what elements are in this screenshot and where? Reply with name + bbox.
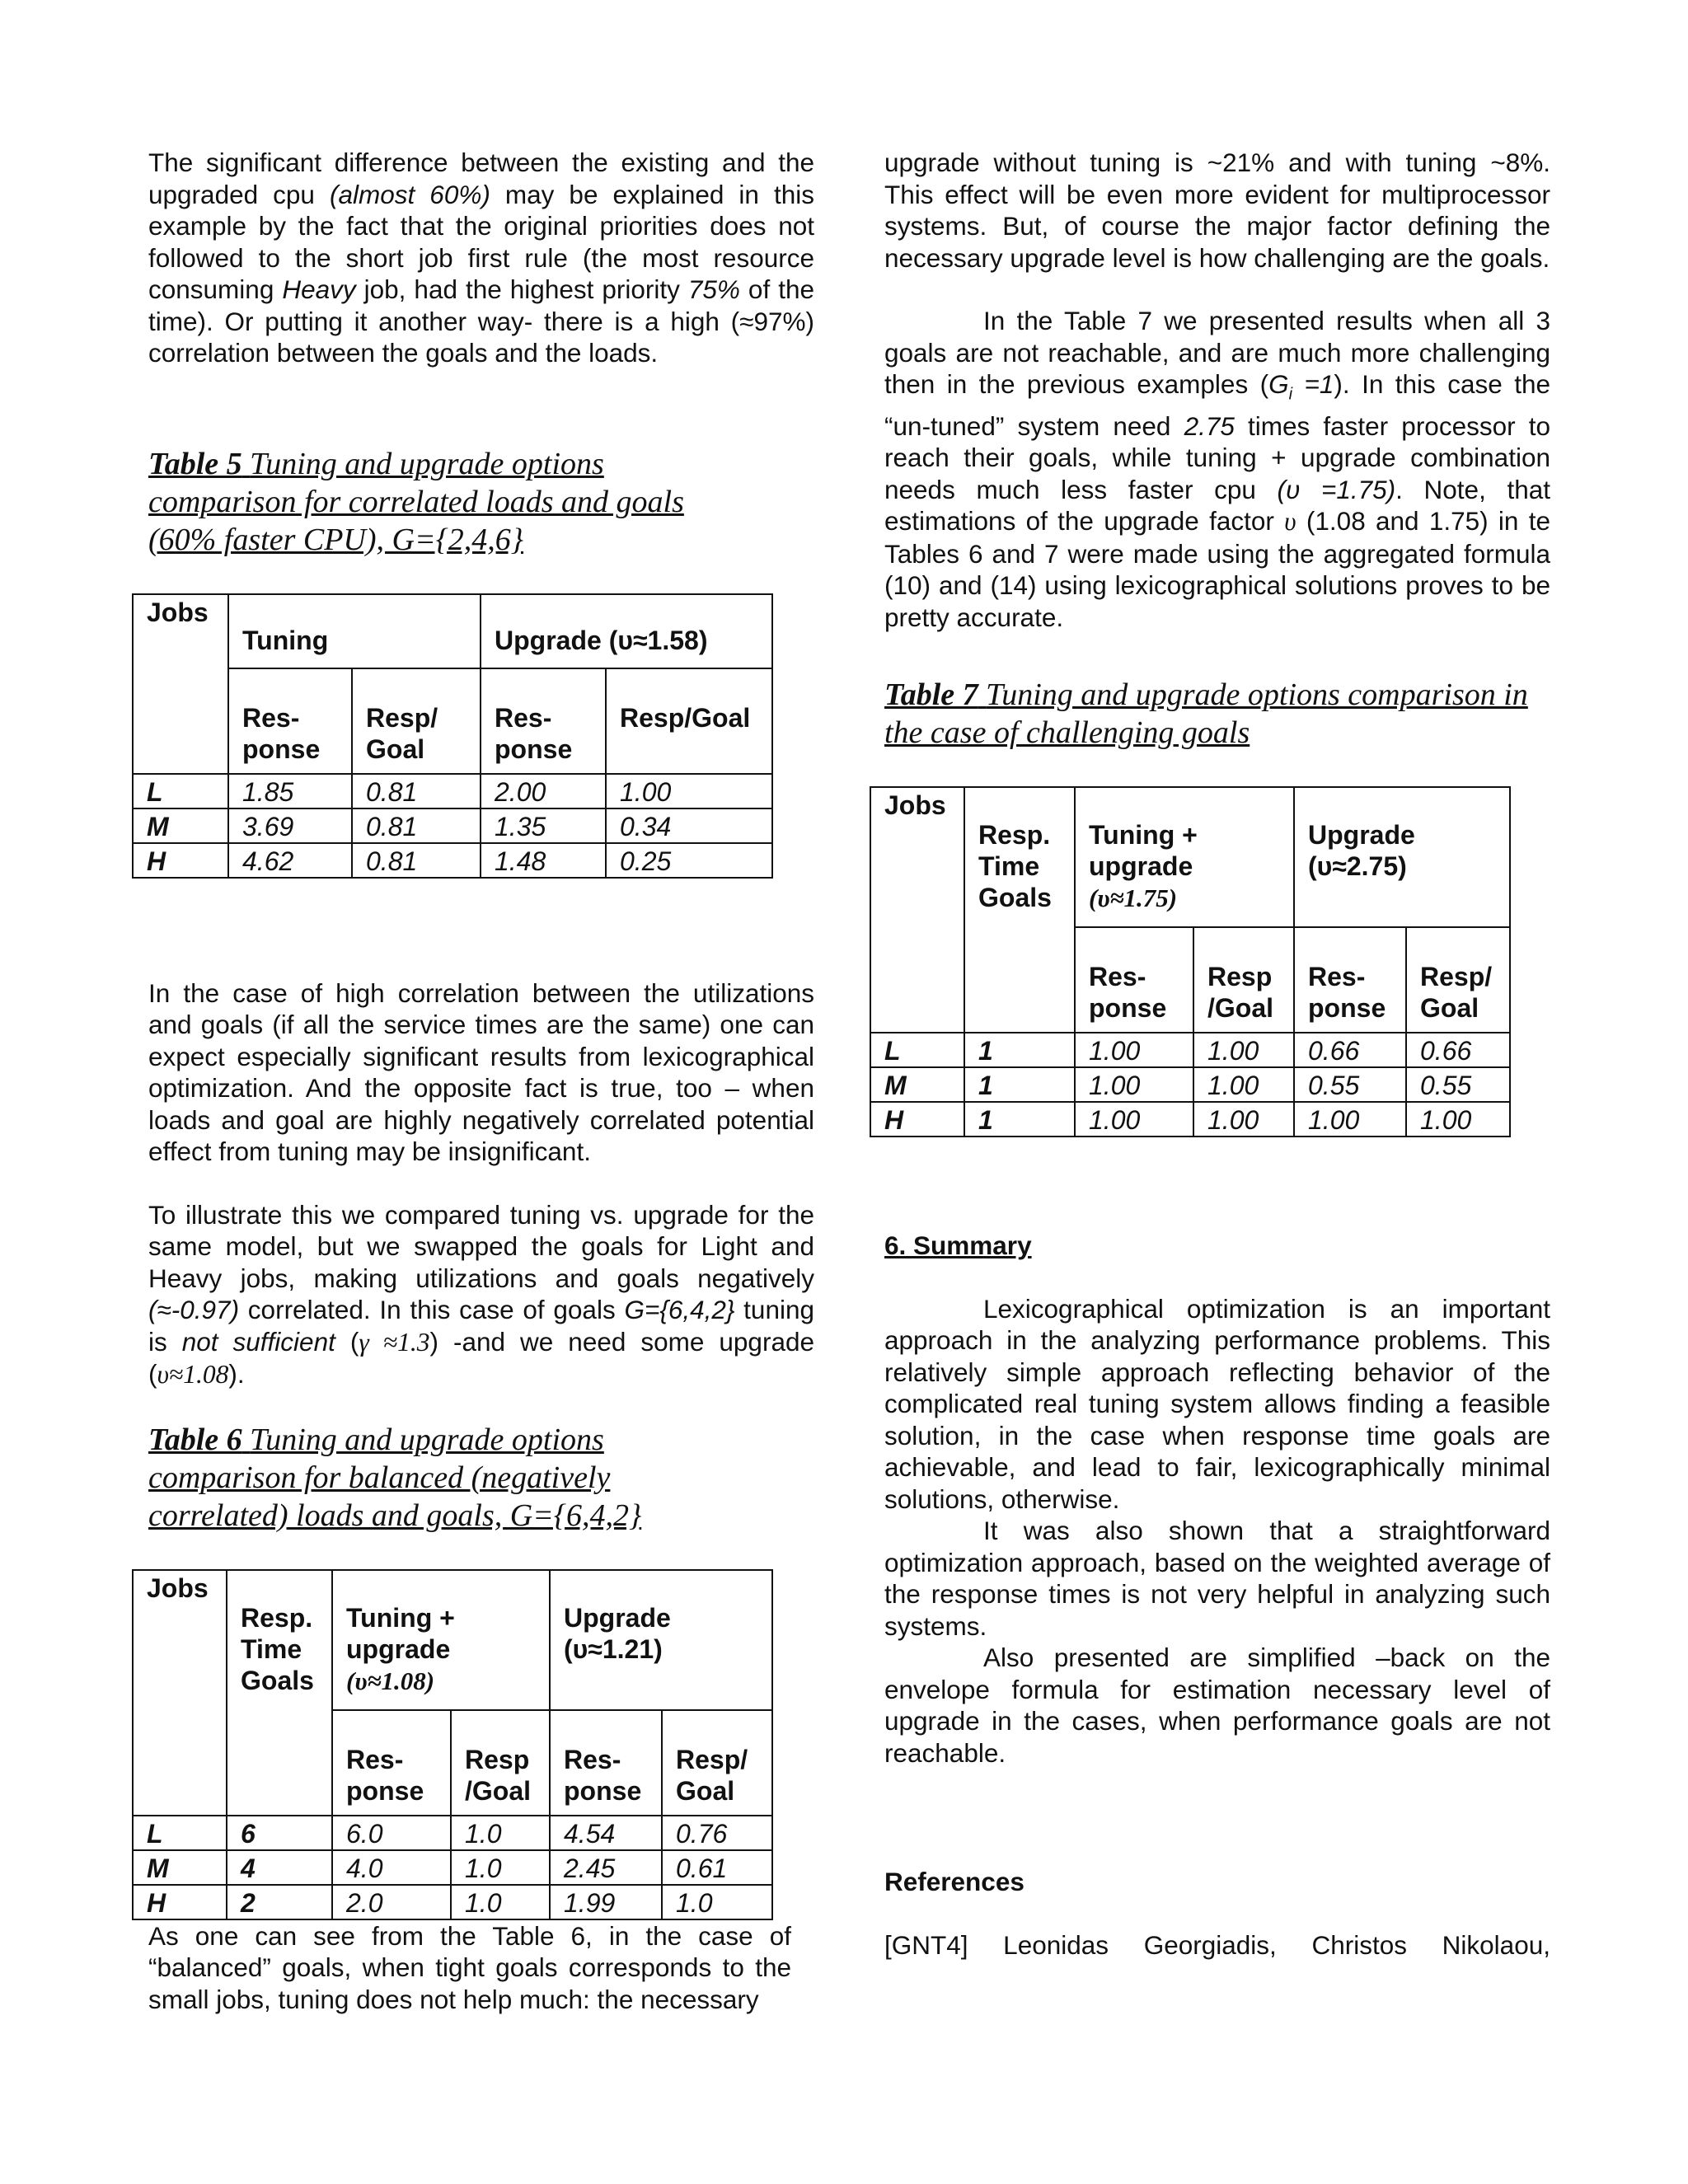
right-column: [884, 147, 1550, 1961]
table-cell: 4: [227, 1850, 332, 1885]
table-row: [133, 808, 772, 843]
table-header: Upgrade (υ≈1.21): [550, 1570, 772, 1710]
table-header: Res-ponse: [550, 1710, 662, 1816]
table-cell: 0.61: [662, 1850, 772, 1885]
paragraph: As one can see from the Table 6, in the case of “balanced” goals, when tight goals corresponds to the small jobs, tuning does not help much: the necessary: [148, 1920, 791, 2014]
table-cell: 1.00: [1406, 1102, 1510, 1137]
section-heading: References: [884, 1867, 1025, 1897]
table-cell: 1.00: [1193, 1102, 1294, 1137]
reference-item: [GNT4] Leonidas Georgiadis, Christos Nikolaou,: [884, 1929, 1550, 1960]
table-header: Jobs: [133, 1570, 227, 1816]
table-cell: 0.55: [1294, 1067, 1406, 1102]
table-cell: 1.00: [1075, 1067, 1193, 1102]
table-cell: L: [133, 774, 228, 808]
table-cell: M: [133, 1850, 227, 1885]
table-7: [870, 786, 1511, 1137]
table-cell: 0.81: [352, 808, 481, 843]
table-7-caption: Table 7 Tuning and upgrade options comparison in the case of challenging goals: [884, 677, 1528, 751]
table-cell: 1.00: [1193, 1067, 1294, 1102]
paragraph: Lexicographical optimization is an important approach in the analyzing performance problems. This relatively simple approach reflecting behavior of the complicated real tuning system allows finding a feasible solution, in the case when response time goals are achievable, and lead to fair, lexicographically minimal solutions, otherwise.: [884, 1293, 1550, 1514]
table-cell: 1.00: [1075, 1033, 1193, 1067]
paragraph: To illustrate this we compared tuning vs. upgrade for the same model, but we swapped the goals for Light and Heavy jobs, making utilizations and goals negatively (≈-0.97) correlated. In this case of goals G={6,4,2} tuning is not sufficient (γ ≈1.3) -and we need some upgrade (υ≈1.08).: [148, 1199, 814, 1389]
table-row: [133, 1816, 772, 1850]
table-cell: 0.81: [352, 843, 481, 878]
table-row: [870, 1102, 1510, 1137]
table-cell: 1.0: [451, 1885, 550, 1919]
table-cell: 2: [227, 1885, 332, 1919]
table-cell: 1.0: [451, 1850, 550, 1885]
table-cell: 2.0: [332, 1885, 451, 1919]
table-5: [132, 593, 773, 879]
table-header: Resp /Goal: [1193, 927, 1294, 1033]
table-header: Jobs: [133, 594, 228, 774]
table-cell: M: [870, 1067, 964, 1102]
table-cell: H: [870, 1102, 964, 1137]
paragraph: In the case of high correlation between the utilizations and goals (if all the service times are the same) one can expect especially significant results from lexicographical optimization. And the opposite fact is true, too – when loads and goal are highly negatively correlated potential effect from tuning may be insignificant.: [148, 977, 814, 1166]
table-row: [133, 1850, 772, 1885]
table-cell: L: [870, 1033, 964, 1067]
table-cell: 0.34: [606, 808, 772, 843]
table-cell: 1.00: [1294, 1102, 1406, 1137]
table-header: Tuning: [228, 594, 481, 668]
table-cell: 1: [964, 1033, 1075, 1067]
table-cell: H: [133, 843, 228, 878]
table-cell: 6.0: [332, 1816, 451, 1850]
table-cell: 1.99: [550, 1885, 662, 1919]
table-cell: 1.00: [1193, 1033, 1294, 1067]
table-cell: 0.81: [352, 774, 481, 808]
table-row: [133, 1885, 772, 1919]
table-cell: 2.00: [481, 774, 606, 808]
paragraph: Also presented are simplified –back on the envelope formula for estimation necessary level of upgrade in the cases, when performance goals are not reachable.: [884, 1643, 1550, 1768]
table-cell: L: [133, 1816, 227, 1850]
table-cell: 0.76: [662, 1816, 772, 1850]
table-cell: 1.85: [228, 774, 352, 808]
table-header: Res-ponse: [481, 668, 606, 774]
paragraph: It was also shown that a straightforward optimization approach, based on the weighted average of the response times is not very helpful in analyzing such systems.: [884, 1516, 1550, 1641]
table-header: Res-ponse: [1075, 927, 1193, 1033]
table-header: Resp/ Goal: [662, 1710, 772, 1816]
table-cell: 1.00: [606, 774, 772, 808]
table-cell: 1.48: [481, 843, 606, 878]
table-cell: 1.0: [662, 1885, 772, 1919]
table-cell: 1.35: [481, 808, 606, 843]
table-header: Tuning + upgrade (υ≈1.08): [332, 1570, 550, 1710]
table-header: Resp. Time Goals: [227, 1570, 332, 1816]
table-header: Resp. Time Goals: [964, 787, 1075, 1033]
table-cell: 0.25: [606, 843, 772, 878]
table-6-caption: Table 6 Tuning and upgrade options comparison for balanced (negatively correlated) loads and goals, G={6,4,2}: [148, 1422, 642, 1533]
table-6: [132, 1569, 773, 1920]
table-cell: 4.62: [228, 843, 352, 878]
table-cell: 0.66: [1406, 1033, 1510, 1067]
table-row: [870, 1067, 1510, 1102]
table-header: Res-ponse: [332, 1710, 451, 1816]
table-cell: 3.69: [228, 808, 352, 843]
paragraph: upgrade without tuning is ~21% and with tuning ~8%. This effect will be even more evident for multiprocessor systems. But, of course the major factor defining the necessary upgrade level is how challenging are the goals.: [884, 148, 1550, 273]
table-header: Resp /Goal: [451, 1710, 550, 1816]
paragraph: The significant difference between the existing and the upgraded cpu (almost 60%) may be explained in this example by the fact that the original priorities does not followed to the short job first rule (the most resource consuming Heavy job, had the highest priority 75% of the time). Or putting it another way- there is a high (≈97%) correlation between the goals and the loads.: [148, 148, 814, 368]
table-header: Upgrade (υ≈1.58): [481, 594, 772, 668]
table-cell: 1.0: [451, 1816, 550, 1850]
table-cell: 0.66: [1294, 1033, 1406, 1067]
table-header: Res-ponse: [228, 668, 352, 774]
table-cell: 4.0: [332, 1850, 451, 1885]
table-header: Resp/ Goal: [1406, 927, 1510, 1033]
table-cell: 0.55: [1406, 1067, 1510, 1102]
table-header: Upgrade (υ≈2.75): [1294, 787, 1510, 927]
left-column: [148, 147, 814, 2015]
table-cell: H: [133, 1885, 227, 1919]
table-row: [133, 843, 772, 878]
table-cell: 1.00: [1075, 1102, 1193, 1137]
paragraph: In the Table 7 we presented results when all 3 goals are not reachable, and are much more challenging then in the previous examples $(G_i =1)$. In this case the “un-tuned” system need 2.75 times faster processor to reach their goals, while tuning + upgrade combination needs much less faster cpu (υ =1.75). Note, that estimations of the upgrade factor υ (1.08 and 1.75) in te Tables 6 and 7 were made using the aggregated formula (10) and (14) using lexicographical solutions proves to be pretty accurate.: [884, 306, 1550, 632]
table-row: [133, 774, 772, 808]
table-cell: 4.54: [550, 1816, 662, 1850]
table-row: [870, 1033, 1510, 1067]
table-cell: 2.45: [550, 1850, 662, 1885]
table-cell: 1: [964, 1067, 1075, 1102]
table-header: Resp/ Goal: [352, 668, 481, 774]
table-5-caption: Table 5 Tuning and upgrade options comparison for correlated loads and goals (60% faster CPU), G={2,4,6}: [148, 446, 684, 557]
table-header: Res-ponse: [1294, 927, 1406, 1033]
table-header: Tuning + upgrade (υ≈1.75): [1075, 787, 1294, 927]
table-cell: 1: [964, 1102, 1075, 1137]
section-heading: 6. Summary: [884, 1230, 1032, 1261]
table-header: Resp/Goal: [606, 668, 772, 774]
table-header: Jobs: [870, 787, 964, 1033]
table-cell: M: [133, 808, 228, 843]
table-cell: 6: [227, 1816, 332, 1850]
